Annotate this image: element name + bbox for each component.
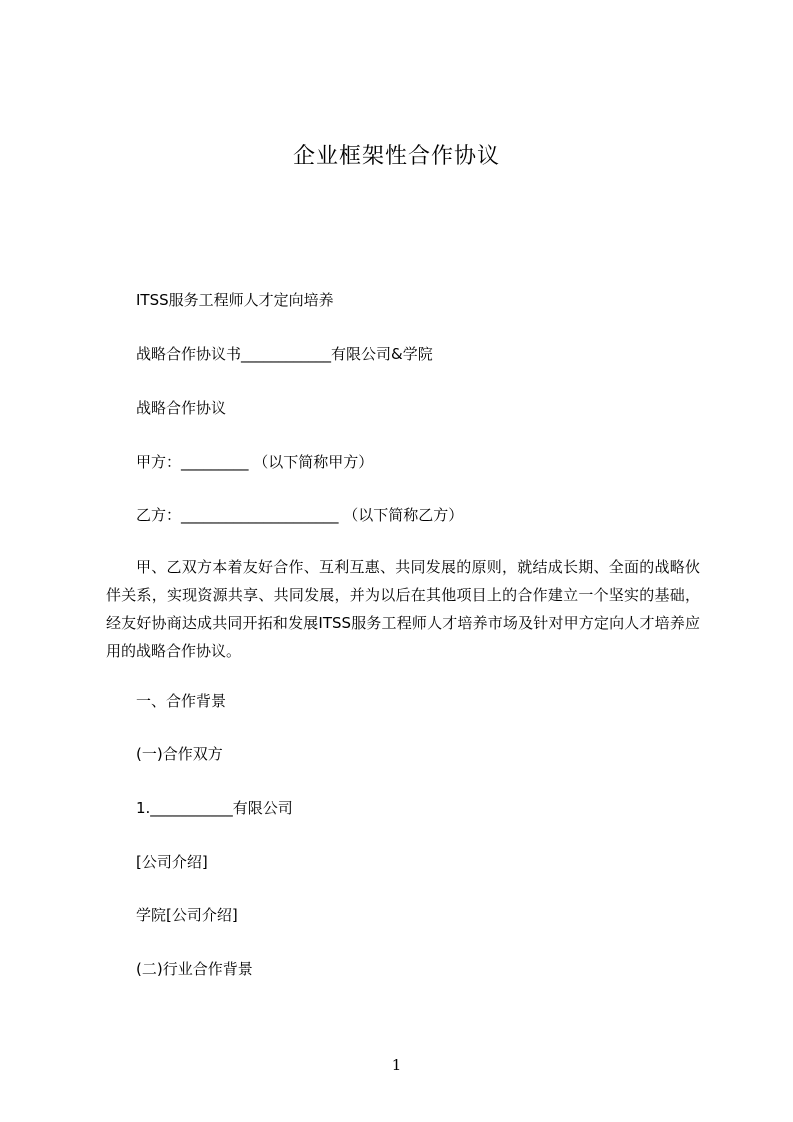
section-heading-background: 一、合作背景	[136, 692, 227, 710]
subsection-industry-background: (二)行业合作背景	[136, 960, 253, 978]
party-b-line: 乙方：_____________________ （以下简称乙方）	[136, 506, 464, 524]
document-title: 企业框架性合作协议	[292, 144, 500, 169]
party-a-line: 甲方：_________ （以下简称甲方）	[136, 453, 374, 471]
page-number: 1	[391, 1056, 402, 1074]
subtitle-line: ITSS服务工程师人才定向培养	[136, 291, 334, 309]
company-intro-placeholder: [公司介绍]	[136, 853, 208, 871]
subsection-parties: (一)合作双方	[136, 745, 223, 763]
intro-paragraph: 甲、乙双方本着友好合作、互利互惠、共同发展的原则，就结成长期、全面的战略伙伴关系，实现资源共享、共同发展，并为以后在其他项目上的合作建立一个坚实的基础，经友好协商达成共同开拓和发展ITSS服务工程师人才培养市场及针对甲方定向人才培养应用的战略合作协议。	[106, 558, 700, 660]
company-line: 1.___________有限公司	[136, 799, 293, 817]
agreement-name-line: 战略合作协议	[136, 399, 227, 417]
college-intro-placeholder: 学院[公司介绍]	[136, 906, 238, 924]
agreement-book-line: 战略合作协议书____________有限公司&学院	[136, 345, 433, 363]
